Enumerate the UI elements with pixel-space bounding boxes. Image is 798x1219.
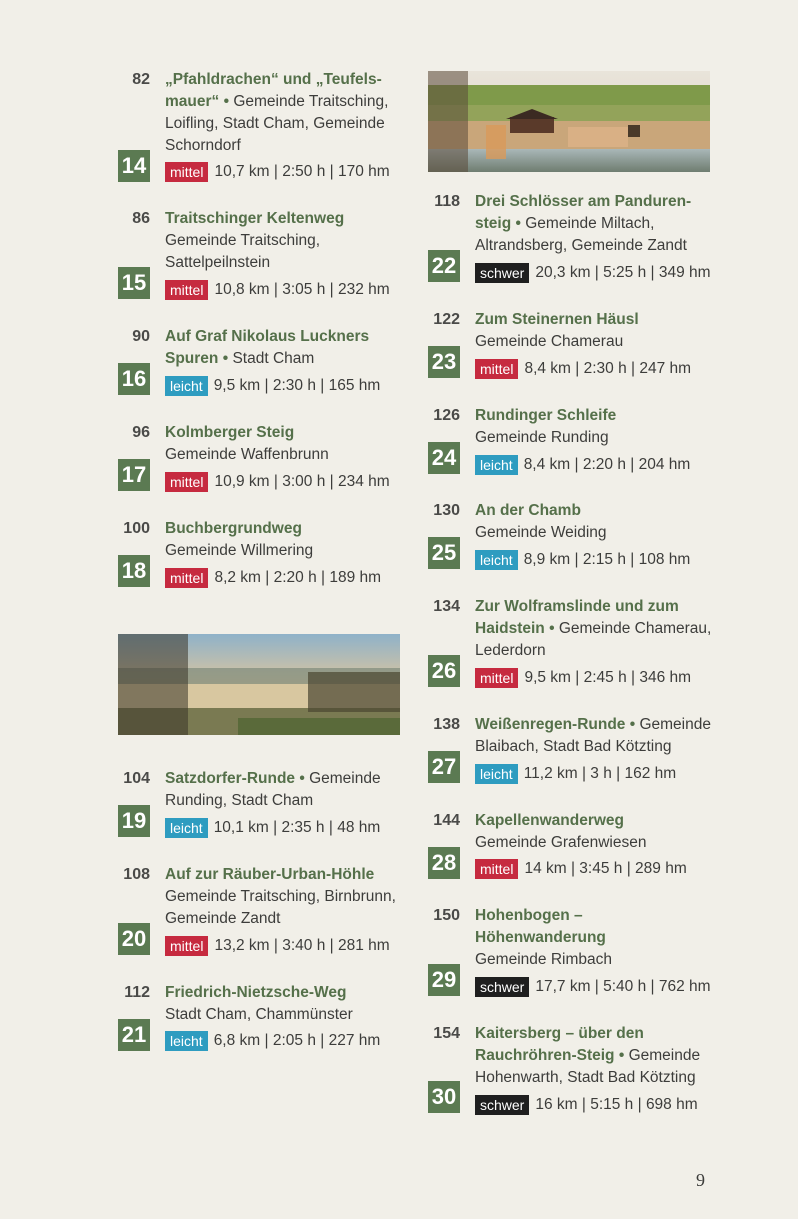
distance-time-elevation: 17,7 km | 5:40 h | 762 hm (535, 978, 711, 995)
page-number: 82 (132, 71, 150, 88)
tour-stats (475, 1095, 698, 1115)
location-line: Gemeinde Traitsching, Birnbrunn, (165, 888, 396, 905)
page-number: 90 (132, 328, 150, 345)
difficulty-badge: mittel (475, 859, 518, 879)
tour-number-badge: 26 (428, 655, 460, 687)
tour-text (475, 500, 715, 544)
title-line: Kaitersberg – über den (475, 1025, 644, 1042)
page-number: 118 (434, 193, 460, 210)
title-line: An der Chamb (475, 502, 581, 519)
distance-time-elevation: 10,7 km | 2:50 h | 170 hm (214, 163, 390, 180)
distance-time-elevation: 8,9 km | 2:15 h | 108 hm (523, 551, 691, 568)
location-line: Gemeinde Runding (475, 429, 609, 446)
difficulty-badge: mittel (165, 162, 208, 182)
page-folio: 9 (696, 1170, 705, 1190)
difficulty-badge: schwer (475, 1095, 529, 1115)
location-line: Loifling, Stadt Cham, Gemeinde (165, 115, 385, 132)
difficulty-badge: mittel (475, 359, 518, 379)
tour-number-badge: 25 (428, 537, 460, 569)
distance-time-elevation: 10,9 km | 3:00 h | 234 hm (214, 473, 390, 490)
page-number: 138 (433, 716, 460, 733)
title-line: Kolmberger Steig (165, 424, 295, 441)
tour-stats (475, 764, 676, 784)
tour-stats (475, 668, 691, 688)
title-line: „Pfahldrachen“ und „Teufels- (165, 71, 382, 88)
tour-number-badge: 30 (428, 1081, 460, 1113)
tour-stats (165, 1031, 380, 1051)
tour-stats (475, 455, 690, 475)
title-line: Zum Steinernen Häusl (475, 311, 639, 328)
tour-text (165, 208, 405, 274)
location-line: Blaibach, Stadt Bad Kötzting (475, 738, 672, 755)
tour-stats (165, 376, 380, 396)
title-line: Weißenregen-Runde • Gemeinde (475, 716, 711, 733)
difficulty-badge: leicht (475, 455, 518, 475)
page-number: 122 (433, 311, 460, 328)
location-line: Gemeinde Chamerau (475, 333, 624, 350)
tour-stats (475, 859, 687, 879)
difficulty-badge: mittel (475, 668, 518, 688)
tour-stats (165, 162, 390, 182)
title-line: Auf zur Räuber-Urban-Höhle (165, 866, 375, 883)
tour-number-badge: 19 (118, 805, 150, 837)
distance-time-elevation: 16 km | 5:15 h | 698 hm (535, 1096, 698, 1113)
page-number: 130 (433, 502, 460, 519)
tour-text (165, 518, 405, 562)
location-line: Sattelpeilnstein (165, 254, 271, 271)
page-number: 126 (433, 407, 460, 424)
difficulty-badge: leicht (475, 764, 518, 784)
location-line: Altrandsberg, Gemeinde Zandt (475, 237, 687, 254)
tour-text (165, 982, 405, 1026)
lake-cabin-photo (428, 71, 710, 172)
tour-stats (165, 472, 390, 492)
tour-stats (165, 568, 381, 588)
title-line: Haidstein • Gemeinde Chamerau, (475, 620, 712, 637)
tour-stats (165, 280, 390, 300)
title-line: Höhenwanderung (475, 929, 606, 946)
tour-text (165, 422, 405, 466)
distance-time-elevation: 8,4 km | 2:20 h | 204 hm (523, 456, 691, 473)
tour-number-badge: 20 (118, 923, 150, 955)
distance-time-elevation: 8,2 km | 2:20 h | 189 hm (214, 569, 382, 586)
tour-number-badge: 17 (118, 459, 150, 491)
title-line: Spuren • Stadt Cham (165, 350, 315, 367)
page-number: 154 (433, 1025, 460, 1042)
river-sunrise-photo (118, 634, 400, 735)
tour-number-badge: 27 (428, 751, 460, 783)
tour-text (475, 810, 715, 854)
location-line: Schorndorf (165, 137, 241, 154)
tour-number-badge: 15 (118, 267, 150, 299)
title-line: Rauchröhren-Steig • Gemeinde (475, 1047, 701, 1064)
tour-text (165, 326, 405, 370)
location-line: Gemeinde Zandt (165, 910, 281, 927)
title-line: Kapellenwanderweg (475, 812, 625, 829)
tour-text (475, 309, 715, 353)
location-line: Stadt Cham, Chammünster (165, 1006, 353, 1023)
page-number: 150 (433, 907, 460, 924)
tour-stats (475, 977, 711, 997)
difficulty-badge: leicht (165, 818, 208, 838)
tour-text (475, 405, 715, 449)
distance-time-elevation: 6,8 km | 2:05 h | 227 hm (213, 1032, 381, 1049)
difficulty-badge: leicht (165, 376, 208, 396)
page-number: 104 (123, 770, 150, 787)
page-number: 96 (132, 424, 150, 441)
difficulty-badge: leicht (165, 1031, 208, 1051)
difficulty-badge: mittel (165, 280, 208, 300)
title-line: Rundinger Schleife (475, 407, 617, 424)
distance-time-elevation: 8,4 km | 2:30 h | 247 hm (524, 360, 692, 377)
distance-time-elevation: 9,5 km | 2:30 h | 165 hm (213, 377, 381, 394)
tour-text (165, 864, 405, 930)
distance-time-elevation: 20,3 km | 5:25 h | 349 hm (535, 264, 711, 281)
river-sunrise-image (118, 634, 400, 735)
difficulty-badge: mittel (165, 472, 208, 492)
tour-stats (475, 263, 711, 283)
page-number: 108 (123, 866, 150, 883)
title-line: Satzdorfer-Runde • Gemeinde (165, 770, 381, 787)
tour-stats (165, 818, 380, 838)
tour-number-badge: 24 (428, 442, 460, 474)
distance-time-elevation: 14 km | 3:45 h | 289 hm (524, 860, 687, 877)
difficulty-badge: schwer (475, 263, 529, 283)
tour-stats (475, 359, 691, 379)
tour-text (475, 596, 715, 662)
tour-text (475, 714, 715, 758)
title-line: steig • Gemeinde Miltach, (475, 215, 655, 232)
tour-text (165, 768, 405, 812)
difficulty-badge: schwer (475, 977, 529, 997)
tour-text (475, 905, 715, 971)
tour-stats (475, 550, 690, 570)
location-line: Gemeinde Willmering (165, 542, 314, 559)
difficulty-badge: mittel (165, 936, 208, 956)
page-number: 100 (123, 520, 150, 537)
title-line: Hohenbogen – (475, 907, 583, 924)
tour-stats (165, 936, 390, 956)
distance-time-elevation: 11,2 km | 3 h | 162 hm (523, 765, 677, 782)
location-line: Gemeinde Weiding (475, 524, 607, 541)
title-line: Buchbergrundweg (165, 520, 302, 537)
tour-text (475, 1023, 715, 1089)
title-line: Auf Graf Nikolaus Luckners (165, 328, 370, 345)
location-line: Gemeinde Rimbach (475, 951, 612, 968)
difficulty-badge: mittel (165, 568, 208, 588)
tour-number-badge: 29 (428, 964, 460, 996)
location-line: Gemeinde Traitsching, (165, 232, 321, 249)
distance-time-elevation: 10,8 km | 3:05 h | 232 hm (214, 281, 390, 298)
location-line: Runding, Stadt Cham (165, 792, 314, 809)
page-number: 112 (124, 984, 150, 1001)
tour-number-badge: 16 (118, 363, 150, 395)
page-number: 134 (433, 598, 460, 615)
location-line: Lederdorn (475, 642, 546, 659)
title-line: Friedrich-Nietzsche-Weg (165, 984, 347, 1001)
page-number: 144 (433, 812, 460, 829)
lake-cabin-image (428, 71, 710, 172)
location-line: Gemeinde Grafenwiesen (475, 834, 647, 851)
title-line: mauer“ • Gemeinde Traitsching, (165, 93, 389, 110)
tour-number-badge: 21 (118, 1019, 150, 1051)
page-number: 86 (132, 210, 150, 227)
difficulty-badge: leicht (475, 550, 518, 570)
distance-time-elevation: 9,5 km | 2:45 h | 346 hm (524, 669, 692, 686)
title-line: Drei Schlösser am Panduren- (475, 193, 692, 210)
tour-number-badge: 14 (118, 150, 150, 182)
tour-number-badge: 23 (428, 346, 460, 378)
tour-number-badge: 22 (428, 250, 460, 282)
tour-number-badge: 18 (118, 555, 150, 587)
location-line: Gemeinde Waffenbrunn (165, 446, 329, 463)
tour-number-badge: 28 (428, 847, 460, 879)
title-line: Traitschinger Keltenweg (165, 210, 345, 227)
title-line: Zur Wolframslinde und zum (475, 598, 679, 615)
location-line: Hohenwarth, Stadt Bad Kötzting (475, 1069, 696, 1086)
distance-time-elevation: 10,1 km | 2:35 h | 48 hm (213, 819, 381, 836)
tour-text (475, 191, 715, 257)
tour-text (165, 69, 405, 157)
distance-time-elevation: 13,2 km | 3:40 h | 281 hm (214, 937, 390, 954)
